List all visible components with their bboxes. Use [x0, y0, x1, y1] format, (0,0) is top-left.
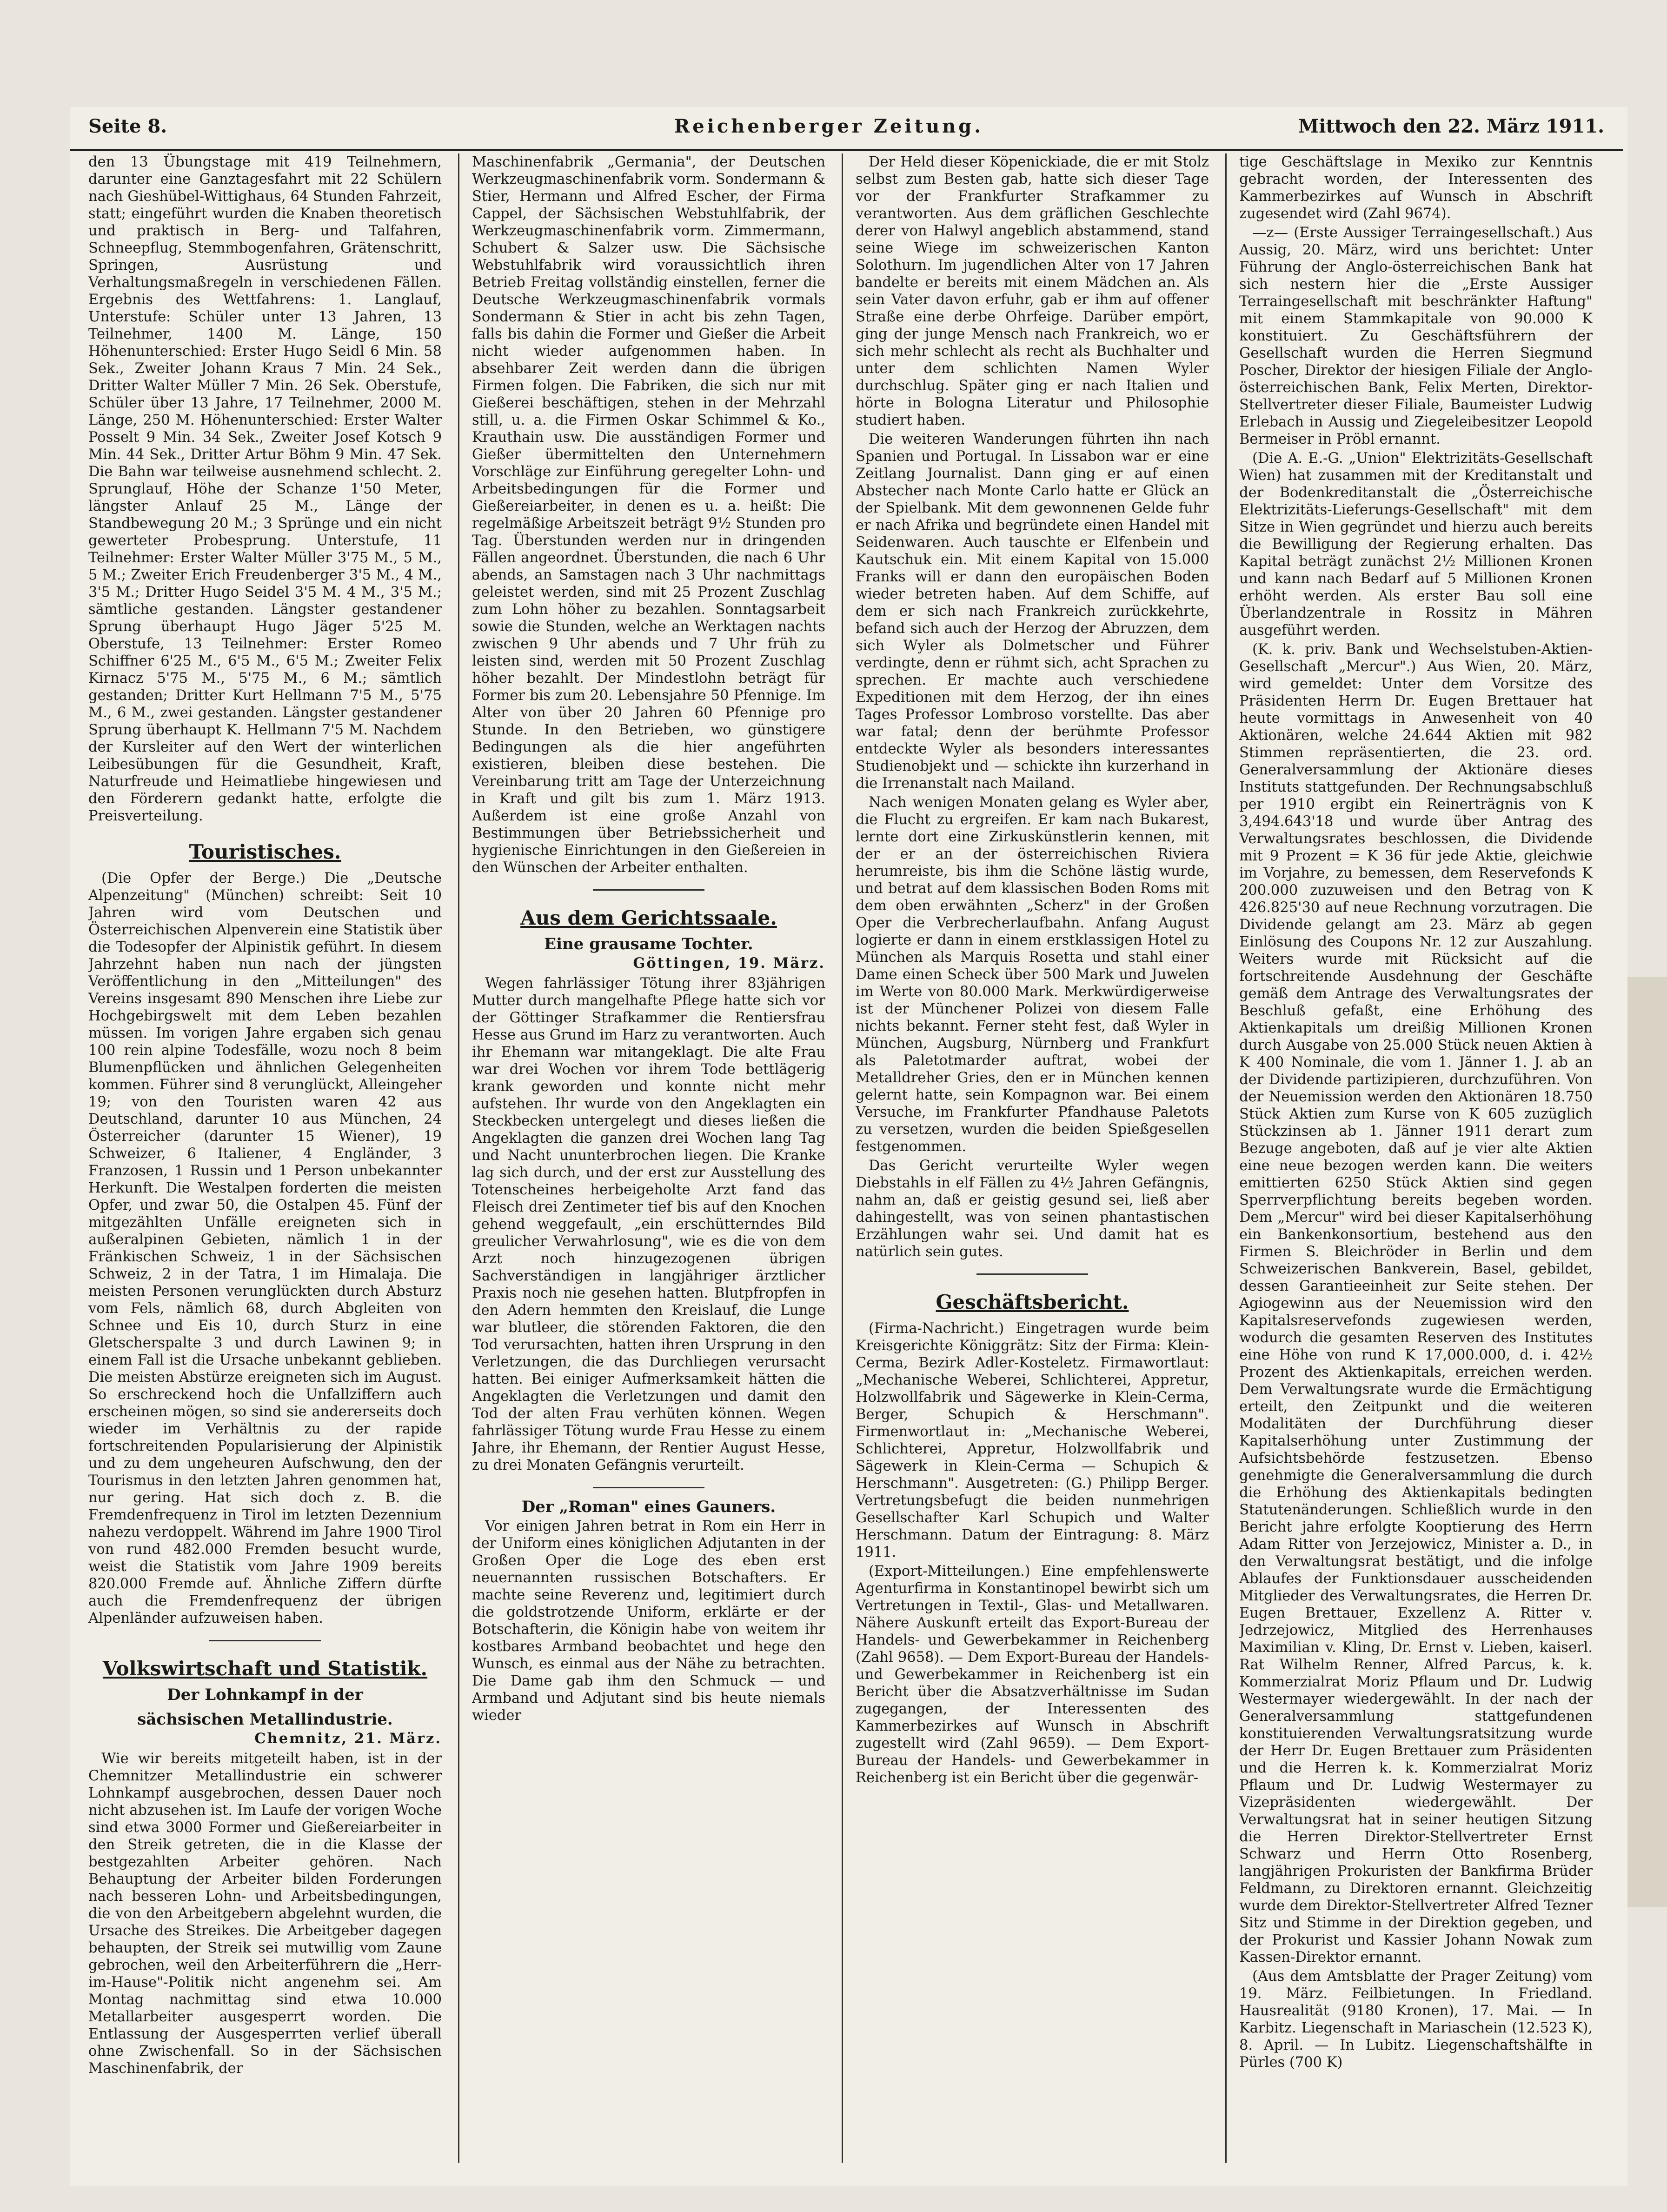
dateline: Chemnitz, 21. März. [254, 1730, 442, 1747]
divider [593, 1487, 704, 1488]
page-edge-shadow [1627, 977, 1667, 1907]
section-title-volkswirtschaft: Volkswirtschaft und Statistik. [102, 1657, 428, 1680]
firm-notice: (Firma-Nachricht.) Eingetragen wurde beim Kreisgerichte Königgrätz: Sitz der Firma: Klein-Cerma, Bezirk Adler-Kosteletz. Firmawortlaut: „Mechanische Weberei, Schlichterei, Appretur, Holzwollfabrik und Sägewerke in Klein-Cerma, Berger, Schupich & Herschmann". Firmenwortlaut in: „Mechanische Weberei, Schlichterei, Appretur, Holzwollfabrik und Sägewerk in Klein-Cerma — Schupich & Herschmann". Ausgetreten: (G.) Philipp Berger. Vertretungsbefugt die beiden nunmehrigen Gesellschafter Karl Schupich und Walter Herschmann. Datum der Eintragung: 8. März 1911. [856, 1320, 1209, 1560]
divider [593, 889, 704, 891]
divider [976, 1273, 1088, 1275]
section-title-touristisches: Touristisches. [189, 840, 341, 863]
masthead: Reichenberger Zeitung. [674, 115, 984, 137]
export-continued: tige Geschäftslage in Mexiko zur Kenntnis gebracht worden, der Interessenten des Kammerbezirkes auf Wunsch in Abschrift zugesendet wird (Zahl 9674). [1239, 154, 1593, 222]
divider [209, 1640, 321, 1641]
issue-date: Mittwoch den 22. März 1911. [1298, 115, 1604, 137]
swindler-travels: Die weiteren Wanderungen führten ihn nach Spanien und Portugal. In Lissabon war er eine Zeitlang Journalist. Dann ging er auf einen Abstecher nach Monte Carlo hatte er Glück an der Spielbank. Mit dem gewonnenen Gelde fuhr er nach Afrika und begründete einen Handel mit Seidenwaren. Auch tauschte er Elfenbein und Kautschuk ein. Mit einem Kapital von 15.000 Franks will er dann den europäischen Boden wieder betreten haben. Auf dem Schiffe, auf dem er sich nach Frankreich zurückkehrte, befand sich auch der Herzog der Abruzzen, dem sich Wyler als Dolmetscher und Führer verdingte, denn er rühmt sich, acht Sprachen zu sprechen. Er machte auch verschiedene Expeditionen mit dem Herzog, der ihn eines Tages Professor Lombroso vorstellte. Das aber war fatal; denn der berühmte Professor entdeckte Wyler als besonders interessantes Studienobjekt und — schickte ihn kurzerhand in die Irrenanstalt nach Mailand. [856, 431, 1209, 792]
cruel-daughter-article: Wegen fahrlässiger Tötung ihrer 83jährigen Mutter durch mangelhafte Pflege hatte sich vor der Göttinger Strafkammer die Rentiersfrau Hesse aus Grund im Harz zu verantworten. Auch ihr Ehemann war mitangeklagt. Die alte Frau war drei Wochen vor ihrem Tode bettlägerig krank geworden und konnte nicht mehr aufstehen. Ihr wurde von den Angeklagten ein Steckbecken untergelegt und dieses ließen die Angeklagten die ganzen drei Wochen lang Tag und Nacht ununterbrochen liegen. Die Kranke lag sich durch, und der erst zur Ausstellung des Totenscheines herbeigeholte Arzt fand das Fleisch drei Zentimeter tief bis auf den Knochen gehend weggefault, „ein erschütterndes Bild greulicher Verwahrlosung", wie es die von dem Arzt noch hinzugezogenen übrigen Sachverständigen in langjähriger ärztlicher Praxis noch nie gesehen hatten. Blutpfropfen in den Adern hemmten den Kreislauf, die Lunge war blutleer, die störenden Faktoren, die den Tod verursachten, hatten ihren Ursprung in den Verletzungen, die das Durchliegen verursacht hatten. Bei einiger Aufmerksamkeit hätten die Angeklagten die Verletzungen und damit den Tod der alten Frau verhüten können. Wegen fahrlässiger Tötung wurde Frau Hesse zu einem Jahre, ihr Ehemann, der Rentier August Hesse, zu drei Monaten Gefängnis verurteilt. [472, 975, 825, 1473]
swindler-escape: Nach wenigen Monaten gelang es Wyler aber, die Flucht zu ergreifen. Er kam nach Bukarest, lernte dort eine Zirkuskünstlerin kennen, mit der er an der österreichischen Riviera herumreiste, bis ihm die Schöne lästig wurde, und betrat auf dem klassischen Boden Roms mit dem oben erwähnten „Scherz" in der Großen Oper die Verbrecherlaufbahn. Anfang August logierte er dann in einem erstklassigen Hotel zu München als Marquis Rosetta und stahl einer Dame einen Scheck über 500 Mark und Juwelen im Werte von 80.000 Mark. Merkwürdigerweise ist der Münchener Polizei von diesem Falle nichts bekannt. Ferner steht fest, daß Wyler in München, Augsburg, Nürnberg und Frankfurt als Paletotmarder auftrat, wobei der Metalldreher Gries, den er in München kennen gelernt hatte, sein Kompagnon war. Bei einem Versuche, im Frankfurter Pfandhause Paletots zu versetzen, wurden die beiden Spießgesellen festgenommen. [856, 794, 1209, 1155]
metal-strike-continued: Maschinenfabrik „Germania", der Deutschen Werkzeugmaschinenfabrik vorm. Sondermann & Stier, Hermann und Alfred Escher, der Firma Cappel, der Sächsischen Webstuhlfabrik, der Werkzeugmaschinenfabrik vorm. Zimmermann, Schubert & Salzer usw. Die Sächsische Webstuhlfabrik wird voraussichtlich ihren Betrieb Freitag vollständig einstellen, ferner die Deutsche Werkzeugmaschinenfabrik vormals Sondermann & Stier in acht bis zehn Tagen, falls bis dahin die Former und Gießer die Arbeit nicht wieder aufgenommen haben. In absehbarer Zeit werden dann die übrigen Firmen folgen. Die Fabriken, die sich nur mit Gießerei beschäftigen, stehen in der Mehrzahl still, u. a. die Firmen Oskar Schimmel & Ko., Krauthain usw. Die ausständigen Former und Gießer übermittelten den Unternehmern Vorschläge zur Einführung geregelter Lohn- und Arbeitsbedingungen für die Former und Gießereiarbeiter, in denen es u. a. heißt: Die regelmäßige Arbeitszeit beträgt 9½ Stunden pro Tag. Überstunden werden nur in dringenden Fällen angeordnet. Überstunden, die nach 6 Uhr abends, an Samstagen nach 3 Uhr nachmittags geleistet werden, sind mit 25 Prozent Zuschlag zum Lohn höher zu bezahlen. Sonntagsarbeit sowie die Stunden, welche an Werktagen nachts zwischen 9 Uhr abends und 7 Uhr früh zu leisten sind, werden mit 50 Prozent Zuschlag höher bezahlt. Der Mindestlohn beträgt für Former bis zum 20. Lebensjahre 50 Pfennige. Im Alter von über 20 Jahren 60 Pfennige pro Stunde. In den Betrieben, wo günstigere Bedingungen als die hier angeführten existieren, bleiben diese bestehen. Die Vereinbarung tritt am Tage der Unterzeichnung in Kraft und gilt bis zum 1. März 1913. Außerdem ist eine große Anzahl von Bestimmungen über Betriebssicherheit und hygienische Einrichtungen in den Gießereien in den Wünschen der Arbeiter enthalten. [472, 154, 825, 876]
mountain-victims-article: (Die Opfer der Berge.) Die „Deutsche Alpenzeitung" (München) schreibt: Seit 10 Jahren wird vom Deutschen und Österreichischen Alpenverein eine Statistik über die Todesopfer der Alpinistik geführt. In diesem Jahrzehnt haben nun nach der jüngsten Veröffentlichung in den „Mitteilungen" des Vereins insgesamt 890 Menschen ihre Liebe zur Hochgebirgswelt mit dem Leben bezahlen müssen. Im vorigen Jahre ergaben sich genau 100 rein alpine Todesfälle, wozu noch 8 beim Blumenpflücken und ähnlichen Gelegenheiten kommen. Führer sind 8 verunglückt, Alleingeher 19; von den Touristen waren 42 aus Deutschland, darunter 10 aus München, 24 Österreicher (darunter 15 Wiener), 19 Schweizer, 6 Italiener, 4 Engländer, 3 Franzosen, 1 Russin und 1 Person unbekannter Herkunft. Die Westalpen forderten die meisten Opfer, und zwar 50, die Ostalpen 45. Fünf der mitgezählten Unfälle ereigneten sich in außeralpinen Gebieten, nämlich 1 in der Fränkischen Schweiz, 1 in der Sächsischen Schweiz, 2 in der Tatra, 1 im Himalaja. Die meisten Personen verunglückten durch Absturz vom Fels, nämlich 68, durch Abgleiten von Schnee und Eis 10, durch Sturz in eine Gletscherspalte 3 und durch Lawinen 9; in einem Fall ist die Ursache unbekannt geblieben. Die meisten Abstürze ereigneten sich im August. So erschreckend hoch die Unfallziffern auch erscheinen mögen, so sind sie andererseits doch wieder im Verhältnis zu der rapide fortschreitenden Popularisierung der Alpinistik und zu dem ungeheuren Aufschwung, den der Tourismus in den letzten Jahren genommen hat, nur gering. Hat sich doch z. B. die Fremdenfrequenz in Tirol im letzten Dezennium nahezu verdoppelt. Während im Jahre 1900 Tirol von rund 482.000 Fremden besucht wurde, weist die Statistik vom Jahre 1909 bereits 820.000 Fremde auf. Ähnliche Ziffern dürfte auch die Fremdenfrequenz der übrigen Alpenländer aufzuweisen haben. [88, 870, 442, 1626]
union-electric-article: (Die A. E.-G. „Union" Elektrizitäts-Gesellschaft Wien) hat zusammen mit der Kreditanstalt und der Bodenkreditanstalt die „Österreichische Elektrizitäts-Lieferungs-Gesellschaft" mit dem Sitze in Wien gegründet und hierzu auch bereits die Bewilligung der Regierung erhalten. Das Kapital beträgt zunächst 2½ Millionen Kronen und kann nach Bedarf auf 5 Millionen Kronen erhöht werden. Als erster Bau soll eine Überlandzentrale in Rossitz in Mähren ausgeführt werden. [1239, 450, 1593, 639]
column-4 [1239, 153, 1593, 2167]
aussig-terrain-article: —z— (Erste Aussiger Terraingesellschaft.) Aus Aussig, 20. März, wird uns berichtet: Unter Führung der Anglo-österreichischen Bank hat sich nestern hier die „Erste Aussiger Terraingesellschaft mit beschränkter Haftung" mit einem Stammkapitale von 90.000 K konstituiert. Zu Geschäftsführern der Gesellschaft wurden die Herren Siegmund Poscher, Direktor der hiesigen Filiale der Anglo-österreichischen Bank, Felix Merten, Direktor-Stellvertreter dieser Filiale, Baumeister Ludwig Erlebach in Aussig und Ziegeleibesitzer Leopold Bermeiser in Pröbl ernannt. [1239, 225, 1593, 447]
mercur-bank-article: (K. k. priv. Bank und Wechselstuben-Aktien-Gesellschaft „Mercur".) Aus Wien, 20. März, wird gemeldet: Unter dem Vorsitze des Präsidenten Herrn Dr. Eugen Brettauer hat heute vormittags in Anwesenheit von 40 Aktionären, welche 24.644 Aktien mit 982 Stimmen repräsentierten, die 23. ord. Generalversammlung der Aktionäre dieses Instituts stattgefunden. Der Rechnungsabschluß per 1910 ergibt ein Reinerträgnis von K 3,494.643'18 und wurde über Antrag des Verwaltungsrates beschlossen, die Dividende mit 9 Prozent = K 36 für jede Aktie, gleichwie im Vorjahre, zu bemessen, dem Reservefonds K 200.000 zuzuweisen und den Betrag von K 426.825'30 auf neue Rechnung vorzutragen. Die Dividende gelangt am 23. März ab gegen Einlösung des Coupons Nr. 12 zur Auszahlung. Weiters wurde mit Rücksicht auf die fortschreitende Ausdehnung der Geschäfte gemäß dem Antrage des Verwaltungsrates der Beschluß gefaßt, eine Erhöhung des Aktienkapitals um dreißig Millionen Kronen durch Ausgabe von 25.000 Stück neuen Aktien à K 400 Nominale, die vom 1. Jänner 1. J. ab an der Dividende partizipieren, durchzuführen. Von der Neuemission werden den Aktionären 18.750 Stück Aktien zum Kurse von K 605 zuzüglich Stückzinsen ab 1. Jänner 1911 derart zum Bezuge angeboten, daß auf je vier alte Aktien eine neue bezogen werden kann. Die weiters emittierten 6250 Stück Aktien sind gegen Sperrverpflichtung bereits begeben worden. Dem „Mercur" wird bei dieser Kapitalserhöhung ein Bankenkonsortium, bestehend aus den Firmen S. Bleichröder in Berlin und dem Schweizerischen Bankverein, Basel, gebildet, dessen Garantieeinheit zur Seite stehen. Der Agiogewinn aus der Neuemission wird den Kapitalsreservefonds zugewiesen werden, wodurch die gesamten Reserven des Institutes eine Höhe von rund K 17,000.000, d. i. 42½ Prozent des Aktienkapitals, erreichen werden. Dem Verwaltungsrate wurde die Ermächtigung erteilt, den Zeitpunkt und die weiteren Modalitäten der Durchführung dieser Kapitalserhöhung unter Zustimmung der Aufsichtsbehörde festzusetzen. Ebenso genehmigte die Generalversammlung die durch die Erhöhung des Aktienkapitals bedingten Statutenänderungen. Schließlich wurde in den Bericht jahre erfolgte Kooptierung des Herrn Adam Ritter von Jerzejowicz, Minister a. D., in den Verwaltungsrat bestätigt, und die infolge Ablaufes der Funktionsdauer ausscheidenden Mitglieder des Verwaltungsrates, die Herren Dr. Eugen Brettauer, Exzellenz A. Ritter v. Jedrzejowicz, Mitglied des Herrenhauses Maximilian v. Kling, Dr. Ernst v. Lieben, kaiserl. Rat Wilhelm Renner, Alfred Parcus, k. k. Kommerzialrat Moriz Pflaum und Dr. Ludwig Westermayer wiedergewählt. In der nach der Generalversammlung stattgefundenen konstituierenden Verwaltungsratsitzung wurde der Herr Dr. Eugen Brettauer zum Präsidenten und die Herren k. k. Kommerzialrat Moriz Pflaum und Dr. Ludwig Westermayer zu Vizepräsidenten wiedergewählt. Der Verwaltungsrat hat in seiner heutigen Sitzung die Herren Direktor-Stellvertreter Ernst Schwarz und Herrn Otto Rosenberg, langjährigen Prokuristen der Bankfirma Brüder Feldmann, zu Direktoren ernannt. Gleichzeitig wurde dem Direktor-Stellvertreter Alfred Tezner Sitz und Stimme in der Direktion gegeben, und der Prokurist und Kassier Johann Nowak zum Kassen-Direktor ernannt. [1239, 641, 1593, 1965]
column-rule [458, 153, 459, 2163]
column-1 [88, 153, 442, 2167]
swindler-verdict: Das Gericht verurteilte Wyler wegen Diebstahls in elf Fällen zu 4½ Jahren Gefängnis, nahm an, daß er geistig gesund sei, ließ aber dahingestellt, was von seinen phantastischen Erzählungen wahr sei. Und damit hat es natürlich sein gutes. [856, 1158, 1209, 1260]
article-headline: Der Lohnkampf in der [167, 1686, 363, 1704]
column-3 [856, 153, 1209, 2167]
article-headline: Der „Roman" eines Gauners. [521, 1498, 776, 1516]
dateline: Göttingen, 19. März. [633, 955, 825, 972]
column-rule [1225, 153, 1227, 2163]
ski-course-report: den 13 Übungstage mit 419 Teilnehmern, darunter eine Ganztagesfahrt mit 22 Schülern nach Gieshübel-Wittighaus, 64 Stunden Fahrzeit, statt; eingeführt wurden die Knaben theoretisch und praktisch in Berg- und Talfahren, Schneepflug, Stemmbogenfahren, Grätenschritt, Springen, Ausrüstung und Verhaltungsmaßregeln in verschiedenen Fällen. Ergebnis des Wettfahrens: 1. Langlauf, Unterstufe: Schüler unter 13 Jahren, 13 Teilnehmer, 1400 M. Länge, 150 Höhenunterschied: Erster Hugo Seidl 6 Min. 58 Sek., Zweiter Johann Kraus 7 Min. 24 Sek., Dritter Walter Müller 7 Min. 26 Sek. Oberstufe, Schüler über 13 Jahre, 17 Teilnehmer, 2000 M. Länge, 250 M. Höhenunterschied: Erster Walter Posselt 9 Min. 34 Sek., Zweiter Josef Kotsch 9 Min. 44 Sek., Dritter Artur Böhm 9 Min. 47 Sek. Die Bahn war teilweise ausnehmend schlecht. 2. Sprunglauf, Höhe der Schanze 1'50 Meter, längster Anlauf 25 M., Länge der Standbewegung 20 M.; 3 Sprünge und ein nicht gewerteter Probesprung. Unterstufe, 11 Teilnehmer: Erster Walter Müller 3'75 M., 5 M., 5 M.; Zweiter Erich Freudenberger 3'5 M., 4 M., 3'5 M.; Dritter Hugo Seidel 3'5 M. 4 M., 3'5 M.; sämtliche gestanden. Längster gestandener Sprung überhaupt Hugo Jäger 5'25 M. Oberstufe, 13 Teilnehmer: Erster Romeo Schiffner 6'25 M., 6'5 M., 6'5 M.; Zweiter Felix Kirnacz 5'75 M., 5'75 M., 6 M.; sämtlich gestanden; Dritter Kurt Hellmann 7'5 M., 5'75 M., 6 M., zwei gestanden. Längster gestandener Sprung überhaupt K. Hellmann 7'5 M. Nachdem der Kursleiter auf den Wert der winterlichen Leibesübungen für die Gesundheit, Kraft, Naturfreude und Heimatliebe hingewiesen und den Förderern gedankt hatte, erfolgte die Preisverteilung. [88, 154, 442, 824]
section-title-geschaeftsbericht: Geschäftsbericht. [936, 1291, 1129, 1313]
page-header [70, 112, 1623, 151]
prague-gazette-notice: (Aus dem Amtsblatte der Prager Zeitung) vom 19. März. Feilbietungen. In Friedland. Hausrealität (9180 Kronen), 17. Mai. — In Karbitz. Liegenschaft in Mariaschein (12.523 K), 8. April. — In Lubitz. Liegenschaftshälfte in Pürles (700 K) [1239, 1968, 1593, 2071]
section-title-gerichtssaal: Aus dem Gerichtssaale. [520, 906, 777, 929]
swindler-novel-article: Vor einigen Jahren betrat in Rom ein Herr in der Uniform eines königlichen Adjutanten in der Großen Oper die Loge des eben erst neuernannten russischen Botschafters. Er machte seine Reverenz und, legitimiert durch die goldstrotzende Uniform, erklärte er der Botschafterin, die Königin habe von weitem ihr kostbares Armband beobachtet und hege den Wunsch, es einmal aus der Nähe zu betrachten. Die Dame gab ihm den Schmuck — und Armband und Adjutant sind bis heute niemals wieder [472, 1518, 825, 1724]
metal-strike-article: Wie wir bereits mitgeteilt haben, ist in der Chemnitzer Metallindustrie ein schwerer Lohnkampf ausgebrochen, dessen Dauer noch nicht abzusehen ist. Im Laufe der vorigen Woche sind etwa 3000 Former und Gießereiarbeiter in den Streik getreten, die in die Klasse der bestgezahlten Arbeiter gehören. Nach Behauptung der Arbeiter bilden Forderungen nach besseren Lohn- und Arbeitsbedingungen, die von den Arbeitgebern abgelehnt wurden, die Ursache des Streikes. Die Arbeitgeber dagegen behaupten, der Streik sei mutwillig vom Zaune gebrochen, weil den Arbeiterführern die „Herr-im-Hause"-Politik nicht angenehm sei. Am Montag nachmittag sind etwa 10.000 Metallarbeiter ausgesperrt worden. Die Entlassung der Ausgesperrten verlief überall ohne Zwischenfall. So in der Sächsischen Maschinenfabrik, der [88, 1751, 442, 2077]
column-2 [472, 153, 825, 2167]
column-rule [842, 153, 843, 2163]
page-number: Seite 8. [88, 115, 167, 137]
export-notices: (Export-Mitteilungen.) Eine empfehlenswerte Agenturfirma in Konstantinopel bewirbt sich um Vertretungen in Textil-, Glas- und Metallwaren. Nähere Auskunft erteilt das Export-Bureau der Handels- und Gewerbekammer in Reichenberg (Zahl 9658). — Dem Export-Bureau der Handels- und Gewerbekammer in Reichenberg ist ein Bericht über die Absatzverhältnisse im Sudan zugegangen, der Interessenten des Kammerbezirkes auf Wunsch in Abschrift zugestellt wird (Zahl 9659). — Dem Export-Bureau der Handels- und Gewerbekammer in Reichenberg ist ein Bericht über die gegenwär- [856, 1563, 1209, 1786]
swindler-continued: Der Held dieser Köpenickiade, die er mit Stolz selbst zum Besten gab, hatte sich dieser Tage vor der Frankfurter Strafkammer zu verantworten. Aus dem gräflichen Geschlechte derer von Halwyl angeblich abstammend, stand seine Wiege im schweizerischen Kanton Solothurn. Im jugendlichen Alter von 17 Jahren bandelte er bereits mit einem Mädchen an. Als sein Vater davon erfuhr, gab er ihm auf offener Straße eine derbe Ohrfeige. Darüber empört, ging der junge Mensch nach Frankreich, wo er sich mehr schlecht als recht als Buchhalter und unter dem schlichten Namen Wyler durchschlug. Später ging er nach Italien und hörte in Bologna Literatur und Philosophie studiert haben. [856, 154, 1209, 428]
article-headline: sächsischen Metallindustrie. [137, 1710, 393, 1729]
article-headline: Eine grausame Tochter. [544, 935, 753, 953]
